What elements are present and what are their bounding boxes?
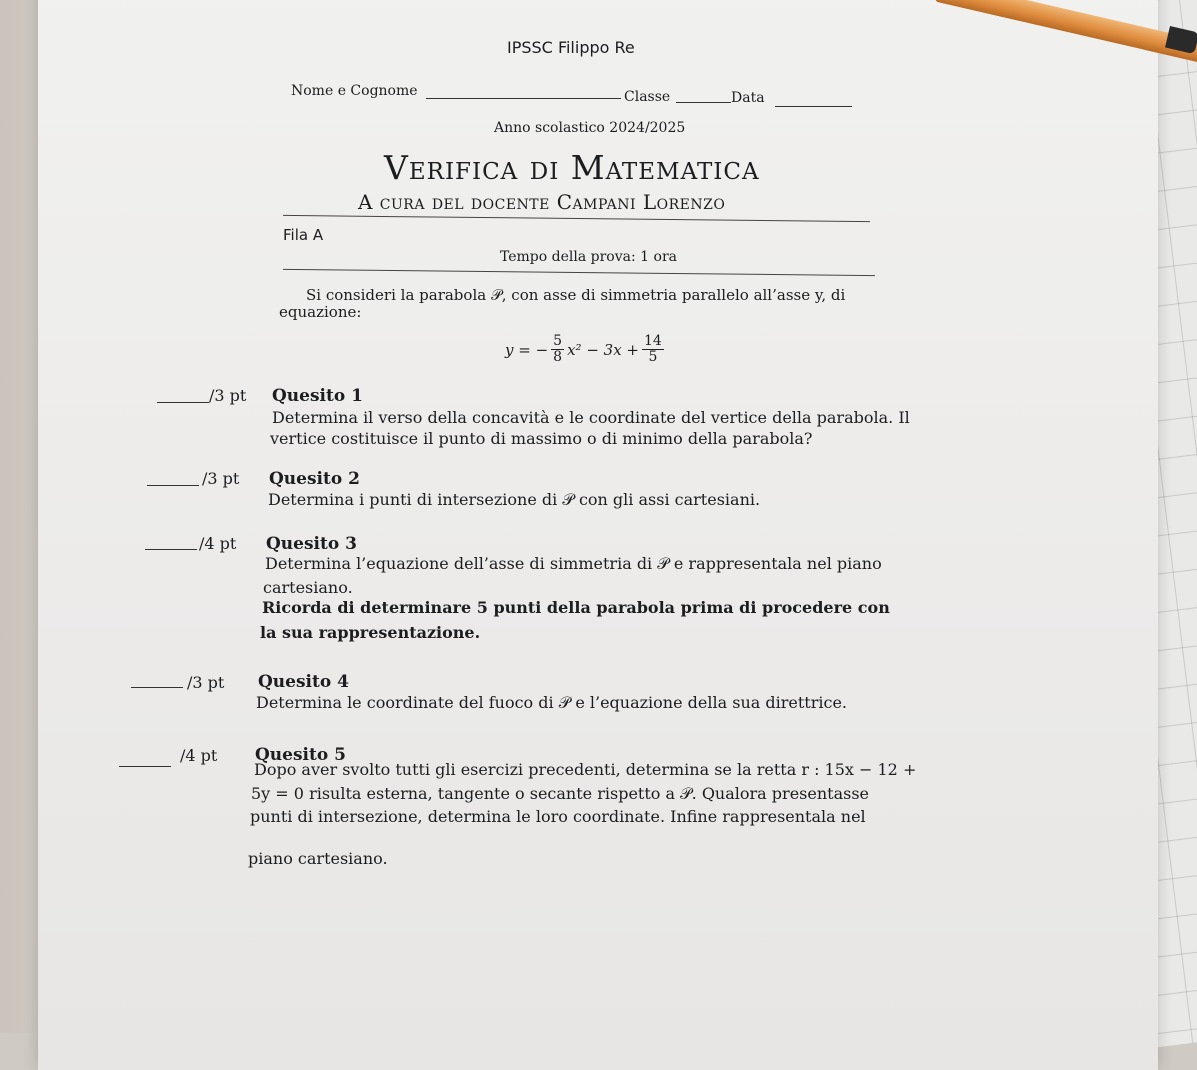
question-title-q5: Quesito 5 xyxy=(255,745,346,765)
exam-duration: Tempo della prova: 1 ora xyxy=(500,249,677,265)
intro-text-cont: equazione: xyxy=(279,303,362,321)
score-field-q3[interactable] xyxy=(145,549,197,550)
name-label: Nome e Cognome xyxy=(291,83,418,99)
score-field-q1[interactable] xyxy=(157,402,209,403)
school-year: Anno scolastico 2024/2025 xyxy=(494,120,686,136)
row-label: Fila A xyxy=(283,226,324,244)
question-title-q3: Quesito 3 xyxy=(266,534,357,554)
question-text-q4: Determina le coordinate del fuoco di 𝒫 e l’equazione della sua direttrice. xyxy=(256,693,847,712)
parabola-equation xyxy=(505,334,664,365)
score-field-q2[interactable] xyxy=(147,485,199,486)
school-name: IPSSC Filippo Re xyxy=(507,38,635,57)
intro-text: Si consideri la parabola 𝒫, con asse di simmetria parallelo all’asse y, di xyxy=(306,286,846,304)
question-title-q1: Quesito 1 xyxy=(272,386,363,406)
class-field[interactable] xyxy=(676,102,731,103)
question-text-q5-line4: piano cartesiano. xyxy=(248,849,388,868)
name-field[interactable] xyxy=(426,98,621,99)
question-text-q2: Determina i punti di intersezione di 𝒫 con gli assi cartesiani. xyxy=(268,490,761,509)
question-text-q3-line1: Determina l’equazione dell’asse di simmetria di 𝒫 e rappresentala nel piano xyxy=(265,554,882,573)
question-title-q2: Quesito 2 xyxy=(269,469,360,489)
page-title: Verifica di Matematica xyxy=(384,148,760,187)
score-field-q4[interactable] xyxy=(131,687,183,688)
question-text-q5-line1: Dopo aver svolto tutti gli esercizi precedenti, determina se la retta r : 15x − 12 + xyxy=(254,760,917,779)
question-text-q3-line2: cartesiano. xyxy=(263,578,353,597)
equation-middle: x² − 3x + xyxy=(567,340,639,359)
date-field[interactable] xyxy=(775,106,852,107)
class-label: Classe xyxy=(624,89,671,105)
points-q4: /3 pt xyxy=(187,673,225,692)
question-text-q5-line3: punti di intersezione, determina le loro coordinate. Infine rappresentala nel xyxy=(250,807,866,826)
question-text-q1-line1: Determina il verso della concavità e le coordinate del vertice della parabola. Il xyxy=(272,408,910,427)
question-text-q1-line2: vertice costituisce il punto di massimo o di minimo della parabola? xyxy=(270,429,813,448)
equation-lhs: y = − xyxy=(505,340,549,359)
score-field-q5[interactable] xyxy=(119,766,171,767)
question-title-q4: Quesito 4 xyxy=(258,672,349,692)
points-q3: /4 pt xyxy=(199,534,237,553)
fraction-14-5: $\frac{14}{5}$ xyxy=(644,333,662,365)
question-note-q3-line1: Ricorda di determinare 5 punti della parabola prima di procedere con xyxy=(262,598,890,617)
points-q5: /4 pt xyxy=(180,746,218,765)
teacher-credit: A cura del docente Campani Lorenzo xyxy=(358,190,726,214)
question-text-q5-line2: 5y = 0 risulta esterna, tangente o secante rispetto a 𝒫. Qualora presentasse xyxy=(251,784,870,803)
date-label: Data xyxy=(731,90,765,106)
points-q2: /3 pt xyxy=(202,469,240,488)
fraction-5-8: $\frac{5}{8}$ xyxy=(553,333,563,365)
points-q1: /3 pt xyxy=(209,386,247,405)
question-note-q3-line2: la sua rappresentazione. xyxy=(260,623,481,642)
